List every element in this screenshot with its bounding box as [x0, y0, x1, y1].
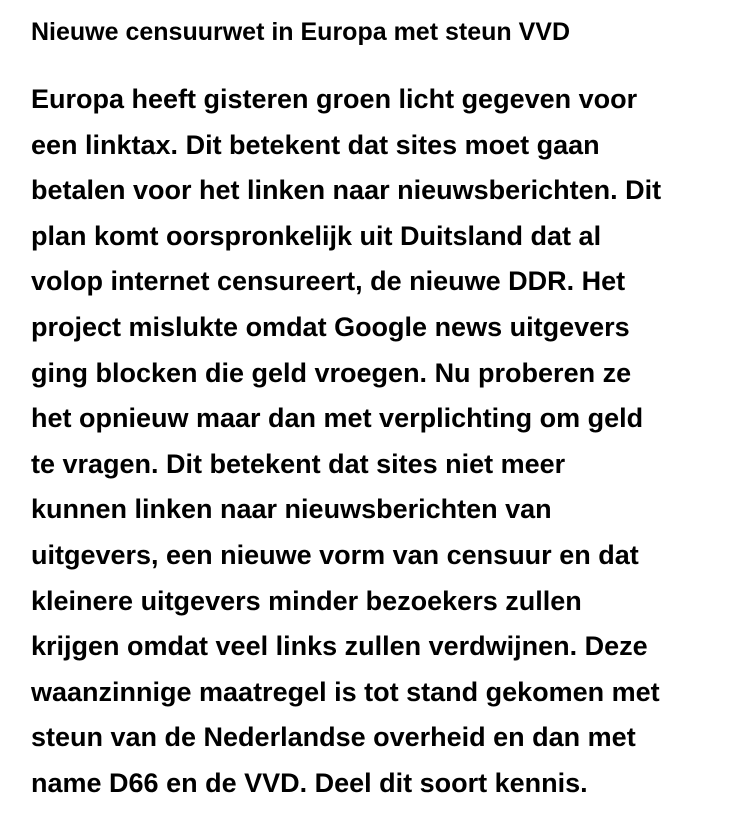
- body-line: krijgen omdat veel links zullen verdwijnen. Deze: [31, 631, 648, 662]
- body-line: kunnen linken naar nieuwsberichten van: [31, 494, 552, 525]
- body-line: waanzinnige maatregel is tot stand gekomen met: [31, 676, 660, 707]
- body-line: volop internet censureert, de nieuwe DDR. Het: [31, 266, 626, 297]
- body-line: ging blocken die geld vroegen. Nu proberen ze: [31, 357, 632, 388]
- article-title: Nieuwe censuurwet in Europa met steun VVD: [31, 18, 571, 46]
- body-line: betalen voor het linken naar nieuwsberichten. Dit: [31, 175, 662, 206]
- body-line: steun van de Nederlandse overheid en dan met: [31, 722, 636, 753]
- body-line: te vragen. Dit betekent dat sites niet meer: [31, 448, 566, 479]
- body-line: uitgevers, een nieuwe vorm van censuur en dat: [31, 539, 639, 570]
- body-line: een linktax. Dit betekent dat sites moet gaan: [31, 129, 600, 160]
- body-line: Europa heeft gisteren groen licht gegeven voor: [31, 84, 638, 114]
- article-body: [31, 77, 746, 807]
- body-line: kleinere uitgevers minder bezoekers zullen: [31, 585, 582, 616]
- body-line: project mislukte omdat Google news uitgevers: [31, 311, 630, 342]
- body-line: het opnieuw maar dan met verplichting om geld: [31, 403, 644, 434]
- body-line: plan komt oorspronkelijk uit Duitsland dat al: [31, 220, 602, 251]
- body-line: name D66 en de VVD. Deel dit soort kennis.: [31, 767, 588, 798]
